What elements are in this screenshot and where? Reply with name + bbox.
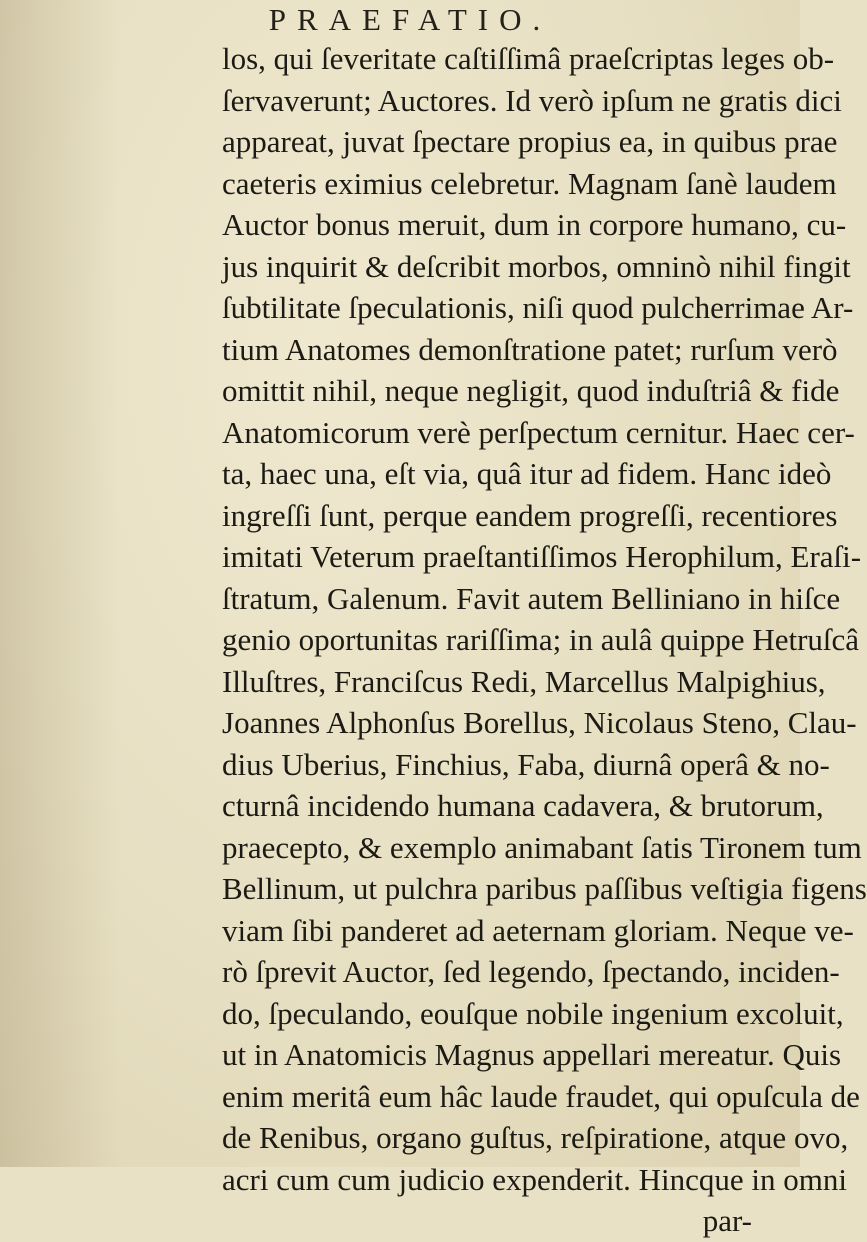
text-line: Auctor bonus meruit, dum in corpore humano, cu- — [222, 207, 847, 242]
catchword — [222, 1200, 790, 1242]
text-line: tium Anatomes demonſtratione patet; rurſum verò — [222, 331, 838, 367]
text-line: enim meritâ eum hâc laude fraudet, qui opuſcula de — [222, 1078, 860, 1114]
text-line: do, ſpeculando, eouſque nobile ingenium excoluit, — [222, 995, 844, 1031]
text-line: de Renibus, organo guſtus, reſpiratione, atque ovo, — [222, 1120, 849, 1155]
text-line: caeteris eximius celebretur. Magnam ſanè laudem — [222, 165, 837, 201]
text-line: ingreſſi ſunt, perque eandem progreſſi, recentiores — [222, 497, 838, 533]
text-line: Joannes Alphonſus Borellus, Nicolaus Steno, Clau- — [222, 705, 857, 740]
text-line: cturnâ incidendo humana cadavera, & brutorum, — [222, 788, 824, 823]
text-line: jus inquirit & deſcribit morbos, omninò nihil fingit — [222, 248, 851, 284]
text-line: praecepto, & exemplo animabant ſatis Tironem tum — [222, 829, 862, 865]
text-line: dius Uberius, Finchius, Faba, diurnâ operâ & no- — [222, 746, 830, 782]
text-line: viam ſibi panderet ad aeternam gloriam. Neque ve- — [222, 912, 854, 948]
running-head: PRAEFATIO. — [268, 2, 552, 37]
catchword-text: par- — [702, 1203, 752, 1238]
text-line: ut in Anatomicis Magnus appellari mereatur. Quis — [222, 1037, 842, 1072]
text-line: Illuſtres, Franciſcus Redi, Marcellus Malpighius, — [222, 663, 826, 699]
text-line: ta, haec una, eſt via, quâ itur ad fidem. Hanc ideò — [222, 456, 832, 491]
text-line: ſervaverunt; Auctores. Id verò ipſum ne gratis dici — [222, 82, 842, 118]
text-line: Anatomicorum verè perſpectum cernitur. Haec cer- — [222, 414, 855, 450]
page-gutter-shadow — [0, 0, 120, 1167]
text-line: rò ſprevit Auctor, ſed legendo, ſpectando, inciden- — [222, 954, 840, 989]
text-line: appareat, juvat ſpectare propius ea, in quibus prae — [222, 124, 838, 159]
text-line: ſubtilitate ſpeculationis, niſi quod pulcherrimae Ar- — [222, 290, 854, 325]
text-line: acri cum cum judicio expenderit. Hincque in omni — [222, 1161, 847, 1197]
text-line: ſtratum, Galenum. Favit autem Belliniano in hiſce — [222, 580, 841, 616]
text-line: genio oportunitas rariſſima; in aulâ quippe Hetruſcâ — [222, 622, 860, 657]
body-text — [222, 38, 867, 1242]
text-line: omittit nihil, neque negligit, quod induſtriâ & fide — [222, 373, 840, 408]
text-line: imitati Veterum praeſtantiſſimos Herophilum, Eraſi- — [222, 539, 862, 574]
text-line: los, qui ſeveritate caſtiſſimâ praeſcriptas leges ob- — [222, 41, 835, 76]
text-line: Bellinum, ut pulchra paribus paſſibus veſtigia figens — [222, 871, 867, 906]
